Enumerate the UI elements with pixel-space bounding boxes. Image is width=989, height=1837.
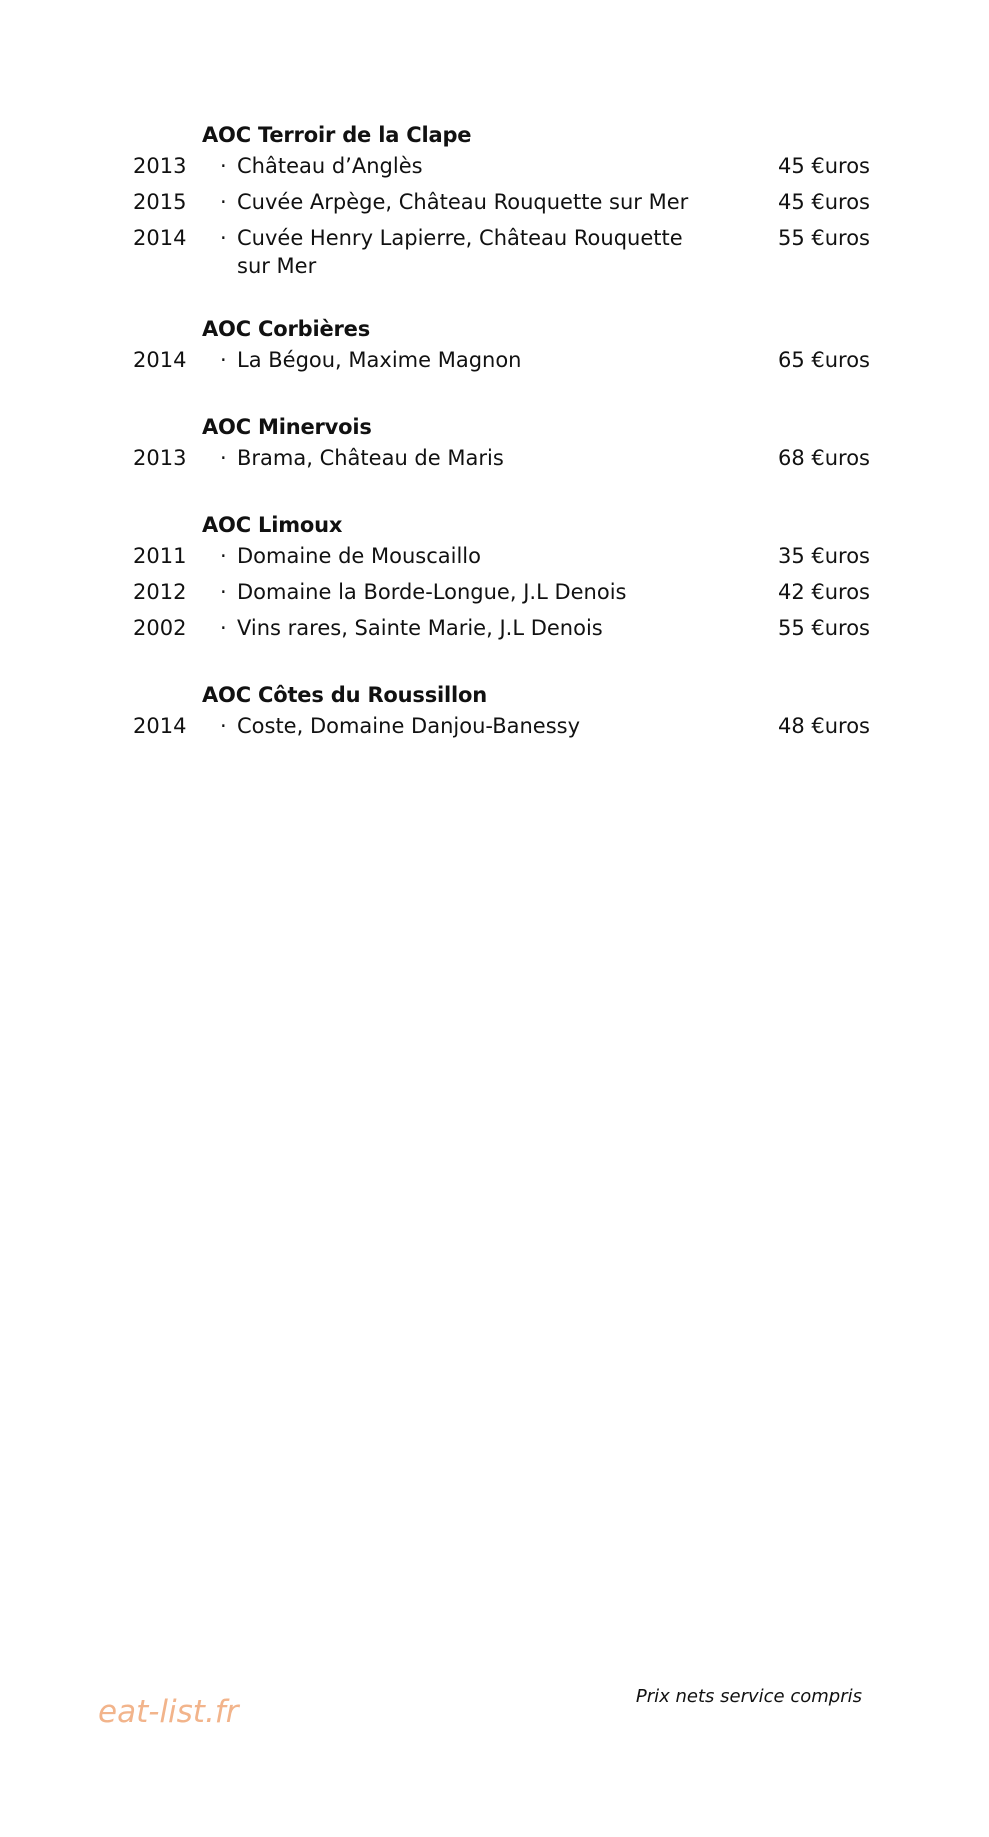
- section-title: AOC Terroir de la Clape: [202, 123, 472, 147]
- vintage-year: 2014: [133, 714, 187, 738]
- list-item: [0, 150, 989, 186]
- wine-price: 65 €uros: [777, 348, 870, 372]
- list-item: [0, 186, 989, 222]
- vintage-year: 2015: [133, 190, 187, 214]
- wine-price: 48 €uros: [777, 714, 870, 738]
- bullet: ·: [220, 226, 227, 250]
- wine-price: 55 €uros: [777, 616, 870, 640]
- list-item: [0, 344, 989, 380]
- bullet: ·: [220, 190, 227, 214]
- wine-name: La Bégou, Maxime Magnon: [237, 348, 522, 372]
- list-item: [0, 576, 989, 612]
- list-item: [0, 442, 989, 478]
- wine-name: Domaine la Borde-Longue, J.L Denois: [237, 580, 627, 604]
- list-item: [0, 710, 989, 746]
- wine-price: 42 €uros: [777, 580, 870, 604]
- section-title: AOC Minervois: [202, 415, 372, 439]
- vintage-year: 2011: [133, 544, 187, 568]
- list-item: [0, 540, 989, 576]
- bullet: ·: [220, 616, 227, 640]
- footer-note: Prix nets service compris: [635, 1686, 862, 1707]
- wine-menu: [0, 120, 989, 778]
- wine-name: Coste, Domaine Danjou-Banessy: [237, 714, 581, 738]
- section-corbieres: [0, 314, 989, 380]
- wine-name: Cuvée Henry Lapierre, Château Rouquette sur Mer: [237, 226, 683, 278]
- bullet: ·: [220, 544, 227, 568]
- vintage-year: 2002: [133, 616, 187, 640]
- section-cotes-du-roussillon: [0, 680, 989, 746]
- bullet: ·: [220, 714, 227, 738]
- vintage-year: 2013: [133, 154, 187, 178]
- section-terroir-de-la-clape: [0, 120, 989, 282]
- section-limoux: [0, 510, 989, 648]
- wine-price: 35 €uros: [777, 544, 870, 568]
- section-title: AOC Corbières: [202, 317, 370, 341]
- vintage-year: 2014: [133, 226, 187, 250]
- vintage-year: 2014: [133, 348, 187, 372]
- wine-price: 55 €uros: [777, 226, 870, 250]
- section-minervois: [0, 412, 989, 478]
- section-title: AOC Côtes du Roussillon: [202, 683, 487, 707]
- bullet: ·: [220, 580, 227, 604]
- wine-name: Domaine de Mouscaillo: [237, 544, 481, 568]
- wine-price: 45 €uros: [777, 154, 870, 178]
- wine-name: Brama, Château de Maris: [237, 446, 504, 470]
- section-title: AOC Limoux: [202, 513, 343, 537]
- vintage-year: 2013: [133, 446, 187, 470]
- bullet: ·: [220, 154, 227, 178]
- bullet: ·: [220, 446, 227, 470]
- wine-name: Cuvée Arpège, Château Rouquette sur Mer: [237, 190, 689, 214]
- bullet: ·: [220, 348, 227, 372]
- wine-name: Vins rares, Sainte Marie, J.L Denois: [237, 616, 603, 640]
- list-item: [0, 612, 989, 648]
- wine-price: 45 €uros: [777, 190, 870, 214]
- wine-price: 68 €uros: [777, 446, 870, 470]
- vintage-year: 2012: [133, 580, 187, 604]
- list-item: [0, 222, 989, 282]
- wine-name: Château d’Anglès: [237, 154, 423, 178]
- watermark: eat-list.fr: [98, 1694, 239, 1730]
